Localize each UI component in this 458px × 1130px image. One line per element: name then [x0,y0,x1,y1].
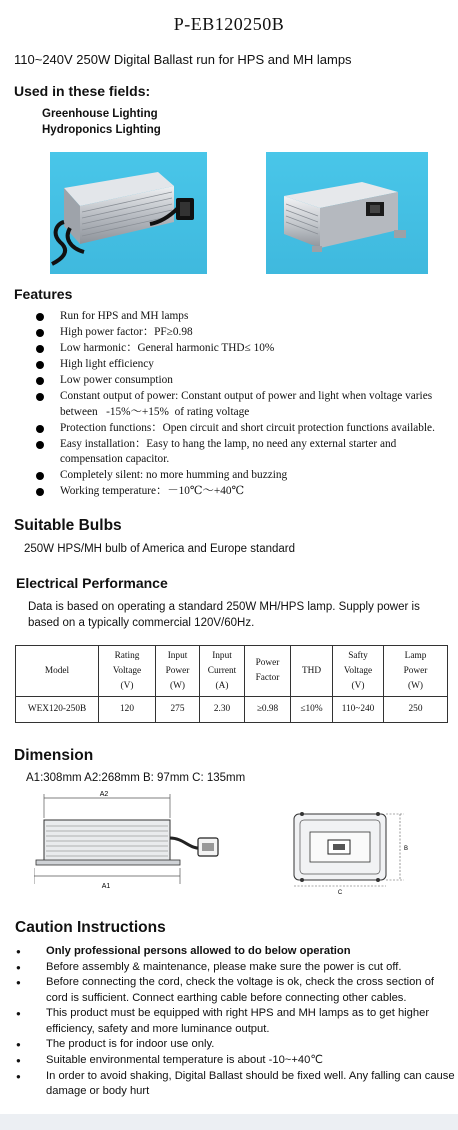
caution-heading: Caution Instructions [15,919,166,936]
header-power-factor: Power Factor [245,646,291,697]
ballast-photo-cord-icon [50,152,207,274]
feature-item: Low harmonic：General harmonic THD≤ 10% [34,341,458,357]
caution-item: ● This product must be equipped with right HPS and MH lamps as to get higher efficiency, safety and more luminance output. [14,1006,458,1036]
header-lamp-power: Lamp Power (W) [384,646,448,697]
header-input-current: Input Current (A) [200,646,245,697]
cell-lamp-power: 250 [384,697,448,723]
dimension-side-drawing-icon [34,790,224,900]
cell-model: WEX120-250B [16,697,99,723]
caution-item: ● Before connecting the cord, check the voltage is ok, check the cross section of cord is sufficient. Connect earthing cable before connecting other cables. [14,975,458,1005]
electrical-performance-heading: Electrical Performance [16,575,168,591]
field-hydroponics: Hydroponics Lighting [42,124,161,136]
feature-item: Protection functions：Open circuit and short circuit protection functions available. [34,421,458,437]
electrical-performance-text: Data is based on operating a standard 250W MH/HPS lamp. Supply power is based on a typically commercial 120V/60Hz. [28,601,420,629]
cell-safty-voltage: 110~240 [333,697,384,723]
features-list [34,309,458,500]
ballast-photo-end-icon [266,152,428,274]
feature-item: High light efficiency [34,357,458,373]
caution-item: ● Only professional persons allowed to do below operation [14,944,458,959]
dimension-values: A1:308mm A2:268mm B: 97mm C: 135mm [26,772,246,784]
table-row [16,697,448,723]
caution-item: ● Suitable environmental temperature is about -10~+40℃ [14,1053,458,1068]
electrical-spec-table [15,645,448,723]
header-input-power: Input Power (W) [156,646,200,697]
label-a1: A1 [101,883,111,890]
ballast-with-cord-image [50,152,207,274]
feature-item: Completely silent: no more humming and buzzing [34,468,458,484]
cell-input-power: 275 [156,697,200,723]
feature-item: Working temperature：－10℃～+40℃ [34,484,458,500]
suitable-bulbs-heading: Suitable Bulbs [14,517,122,534]
feature-item: Run for HPS and MH lamps [34,309,458,325]
product-subtitle: 110~240V 250W Digital Ballast run for HPS and MH lamps [14,52,352,67]
header-safty-voltage: Safty Voltage (V) [333,646,384,697]
dimension-front-drawing-icon [288,808,412,896]
label-b: B [404,846,409,852]
cell-thd: ≤10% [291,697,333,723]
table-header-row [16,646,448,697]
caution-list [14,944,458,1100]
features-heading: Features [14,286,73,302]
footer-band [0,1114,458,1130]
feature-item: High power factor：PF≥0.98 [34,325,458,341]
label-c: C [337,890,343,896]
feature-item: Low power consumption [34,373,458,389]
caution-item: ● In order to avoid shaking, Digital Ballast should be fixed well. Any falling can cause damage or body hurt [14,1069,458,1099]
feature-item: Easy installation：Easy to hang the lamp, no need any external starter and compensation capacitor. [34,437,458,468]
cell-power-factor: ≥0.98 [245,697,291,723]
page-title: P-EB120250B [173,14,285,34]
field-greenhouse: Greenhouse Lighting [42,108,158,120]
suitable-bulbs-text: 250W HPS/MH bulb of America and Europe standard [24,543,296,555]
dimension-heading: Dimension [14,747,94,764]
header-thd: THD [291,646,333,697]
used-in-heading: Used in these fields: [14,83,151,99]
feature-item: Constant output of power: Constant output of power and light when voltage varies between -15%～+15% of rating voltage [34,389,458,420]
cell-rating-voltage: 120 [99,697,156,723]
label-a2: A2 [99,791,109,798]
header-model: Model [16,646,99,697]
caution-item: ● The product is for indoor use only. [14,1037,458,1052]
ballast-end-view-image [266,152,428,274]
caution-item: ● Before assembly & maintenance, please make sure the power is cut off. [14,960,458,975]
cell-input-current: 2.30 [200,697,245,723]
header-rating-voltage: Rating Voltage (V) [99,646,156,697]
